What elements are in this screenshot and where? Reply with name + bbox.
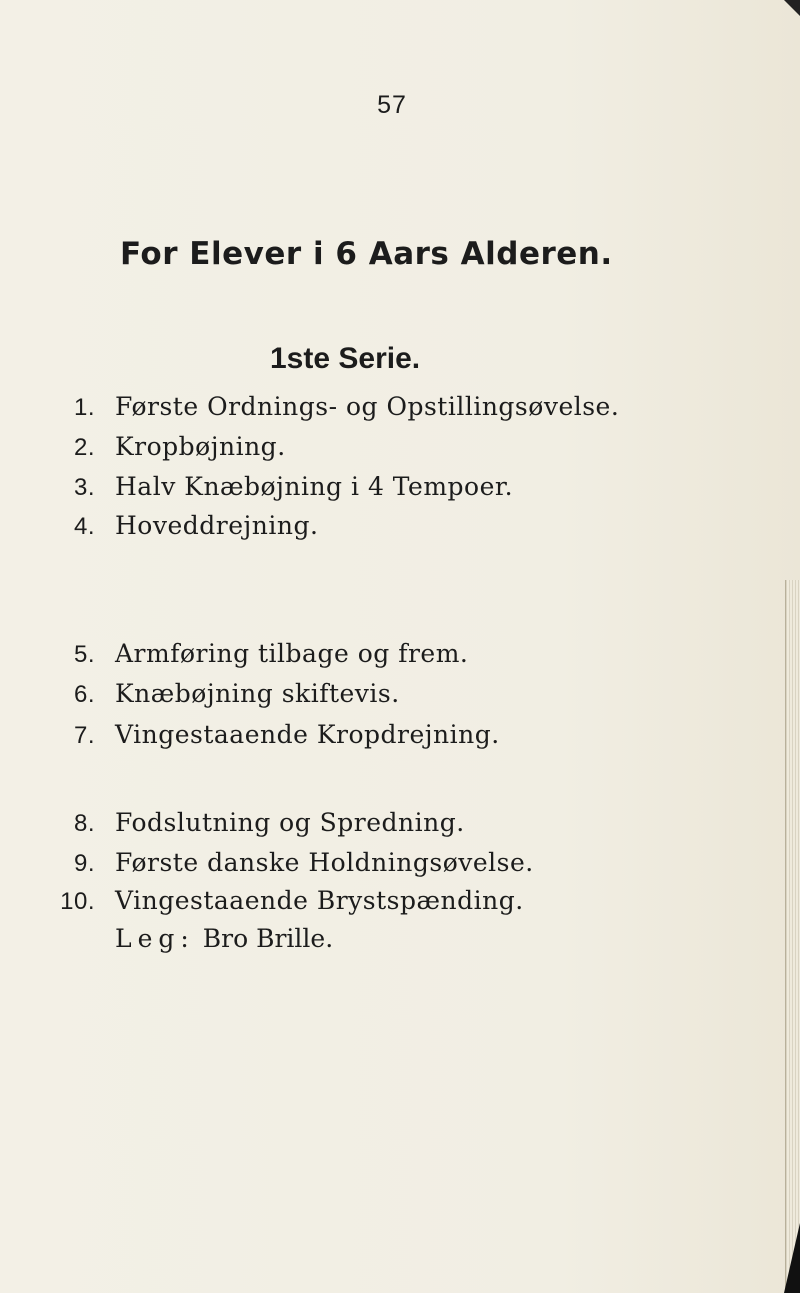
- exercise-text: Kropbøjning.: [115, 432, 286, 461]
- exercise-number: 8.: [73, 810, 95, 837]
- exercise-number: 7.: [73, 722, 95, 749]
- exercise-number: 4.: [73, 513, 95, 540]
- exercise-text: Vingestaaende Kropdrejning.: [115, 720, 500, 749]
- game-line: [115, 924, 333, 953]
- exercise-item-3: [40, 472, 680, 502]
- exercise-number: 2.: [73, 434, 95, 461]
- exercise-text: Fodslutning og Spredning.: [115, 808, 465, 837]
- exercise-item-10: [40, 886, 680, 916]
- game-label: Leg:: [115, 924, 195, 953]
- series-title: 1ste Serie.: [270, 342, 421, 375]
- exercise-number: 3.: [73, 474, 95, 501]
- exercise-text: Første danske Holdningsøvelse.: [115, 848, 534, 877]
- exercise-item-5: [40, 639, 680, 669]
- exercise-text: Vingestaaende Brystspænding.: [115, 886, 524, 915]
- exercise-text: Halv Knæbøjning i 4 Tempoer.: [115, 472, 514, 501]
- page-edge: [785, 580, 800, 1293]
- exercise-item-6: [40, 679, 680, 709]
- corner-mark-bottom: [784, 1223, 800, 1293]
- exercise-item-1: [40, 392, 680, 422]
- exercise-number: 9.: [73, 850, 95, 877]
- exercise-item-8: [40, 808, 680, 838]
- exercise-text: Første Ordnings- og Opstillingsøvelse.: [115, 392, 620, 421]
- exercise-item-4: [40, 511, 680, 541]
- corner-mark: [784, 0, 800, 16]
- exercise-item-9: [40, 848, 680, 878]
- exercise-number: 6.: [73, 681, 95, 708]
- exercise-text: Knæbøjning skiftevis.: [115, 679, 400, 708]
- page-number: 57: [377, 91, 407, 119]
- exercise-number: 1.: [73, 394, 95, 421]
- exercise-number: 10.: [60, 888, 95, 915]
- page-heading: For Elever i 6 Aars Alderen.: [120, 236, 613, 272]
- exercise-item-2: [40, 432, 680, 462]
- game-text: Bro Brille.: [202, 924, 334, 953]
- exercise-text: Hoveddrejning.: [115, 511, 319, 540]
- exercise-number: 5.: [73, 641, 95, 668]
- exercise-item-7: [40, 720, 680, 750]
- exercise-text: Armføring tilbage og frem.: [115, 639, 469, 668]
